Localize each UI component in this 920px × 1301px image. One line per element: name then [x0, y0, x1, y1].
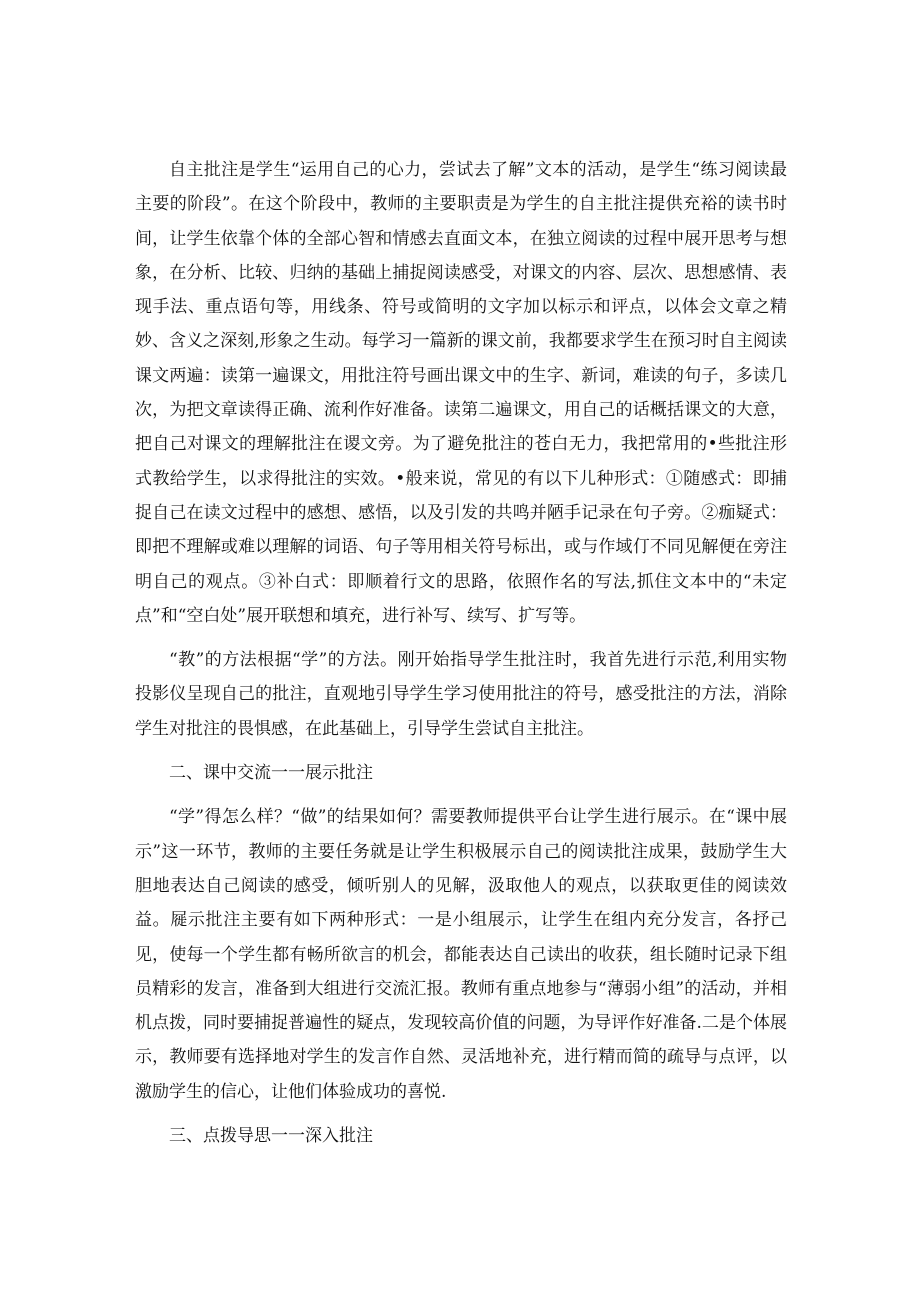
- document-body: [135, 153, 787, 1153]
- paragraph-gap: [135, 746, 787, 756]
- section-heading-3: 三、点拨导思一一深入批注: [169, 1126, 373, 1147]
- paragraph-classroom-exchange: “学”得怎么样？“做”的结果如何？需要教师提供平台让学生进行展示。在“课中展示”这一环节，教师的主要任务就是让学生积极展示自己的阅读批注成果，鼓励学生大胆地表达自己阅读的感受，倾听别人的见解，汲取他人的观点，以获取更佳的阅读效益。屣示批注主要有如下两种形式：一是小组展示，让学生在组内充分发言，各抒己见，使每一个学生都有畅所欲言的机会，都能表达自己读出的收获，组长随时记录下组员精彩的发言，准备到大组进行交流汇报。教师有重点地参与“薄弱小组”的活动，并相机点拨，同时要捕捉普遍性的疑点，发现较高价值的问题，为导评作好准备.二是个体展示，教师要有选择地对学生的发言作自然、灵活地补充，进行精而简的疏导与点评，以激励学生的信心，让他们体验成功的喜悦.: [135, 807, 787, 1102]
- paragraph-self-annotation: 自主批注是学生“运用自己的心力，尝试去了解”文本的活动，是学生“练习阅读最主要的阶段”。在这个阶段中，教师的主要职责是为学生的自主批注提供充裕的读书时间，让学生依靠个体的全部心智和情感去直面文本，在独立阅读的过程中展开思考与想象，在分析、比较、归纳的基础上捕捉阅读感受，对课文的内容、层次、思想感情、表现手法、重点语句等，用线条、符号或简明的文字加以标示和评点，以体会文章之精妙、含义之深刻,形象之生动。每学习一篇新的课文前，我都要求学生在预习时自主阅读课文两遍：读第一遍课文，用批注符号画出课文中的生字、新词，难读的句子，多读几次，为把文章读得正确、流利作好准备。读第二遍课文，用自己的话概括课文的大意，把自己对课文的理解批注在谡文旁。为了避免批注的苍白无力，我把常用的•些批注形式教给学生，以求得批注的实效。•般来说，常见的有以下儿种形式：①随感式：即捕捉自己在读文过程中的感想、感悟，以及引发的共鸣并陋手记录在句子旁。②痂疑式：即把不理解或难以理解的词语、句子等用相关符号标出，或与作域仃不同见解便在旁注明自己的观点。③补白式：即顺着行文的思路，依照作名的写法,抓住文本中的“未定点”和“空白处”展开联想和填充，进行补写、续写、扩写等。: [135, 160, 787, 626]
- paragraph-gap: [135, 633, 787, 643]
- paragraph-teaching-method: “教”的方法根据“学”的方法。刚开始指导学生批注时，我首先进行示范,利用实物投影仪呈现自己的批注，直观地引导学生学习使用批注的符号，感受批注的方法，消除学生对批注的畏惧感，在此基础上，引导学生尝试自主批注。: [135, 650, 787, 739]
- paragraph-gap: [135, 790, 787, 800]
- paragraph-gap: [135, 1109, 787, 1119]
- section-heading-2: 二、课中交流一一展示批注: [169, 763, 373, 784]
